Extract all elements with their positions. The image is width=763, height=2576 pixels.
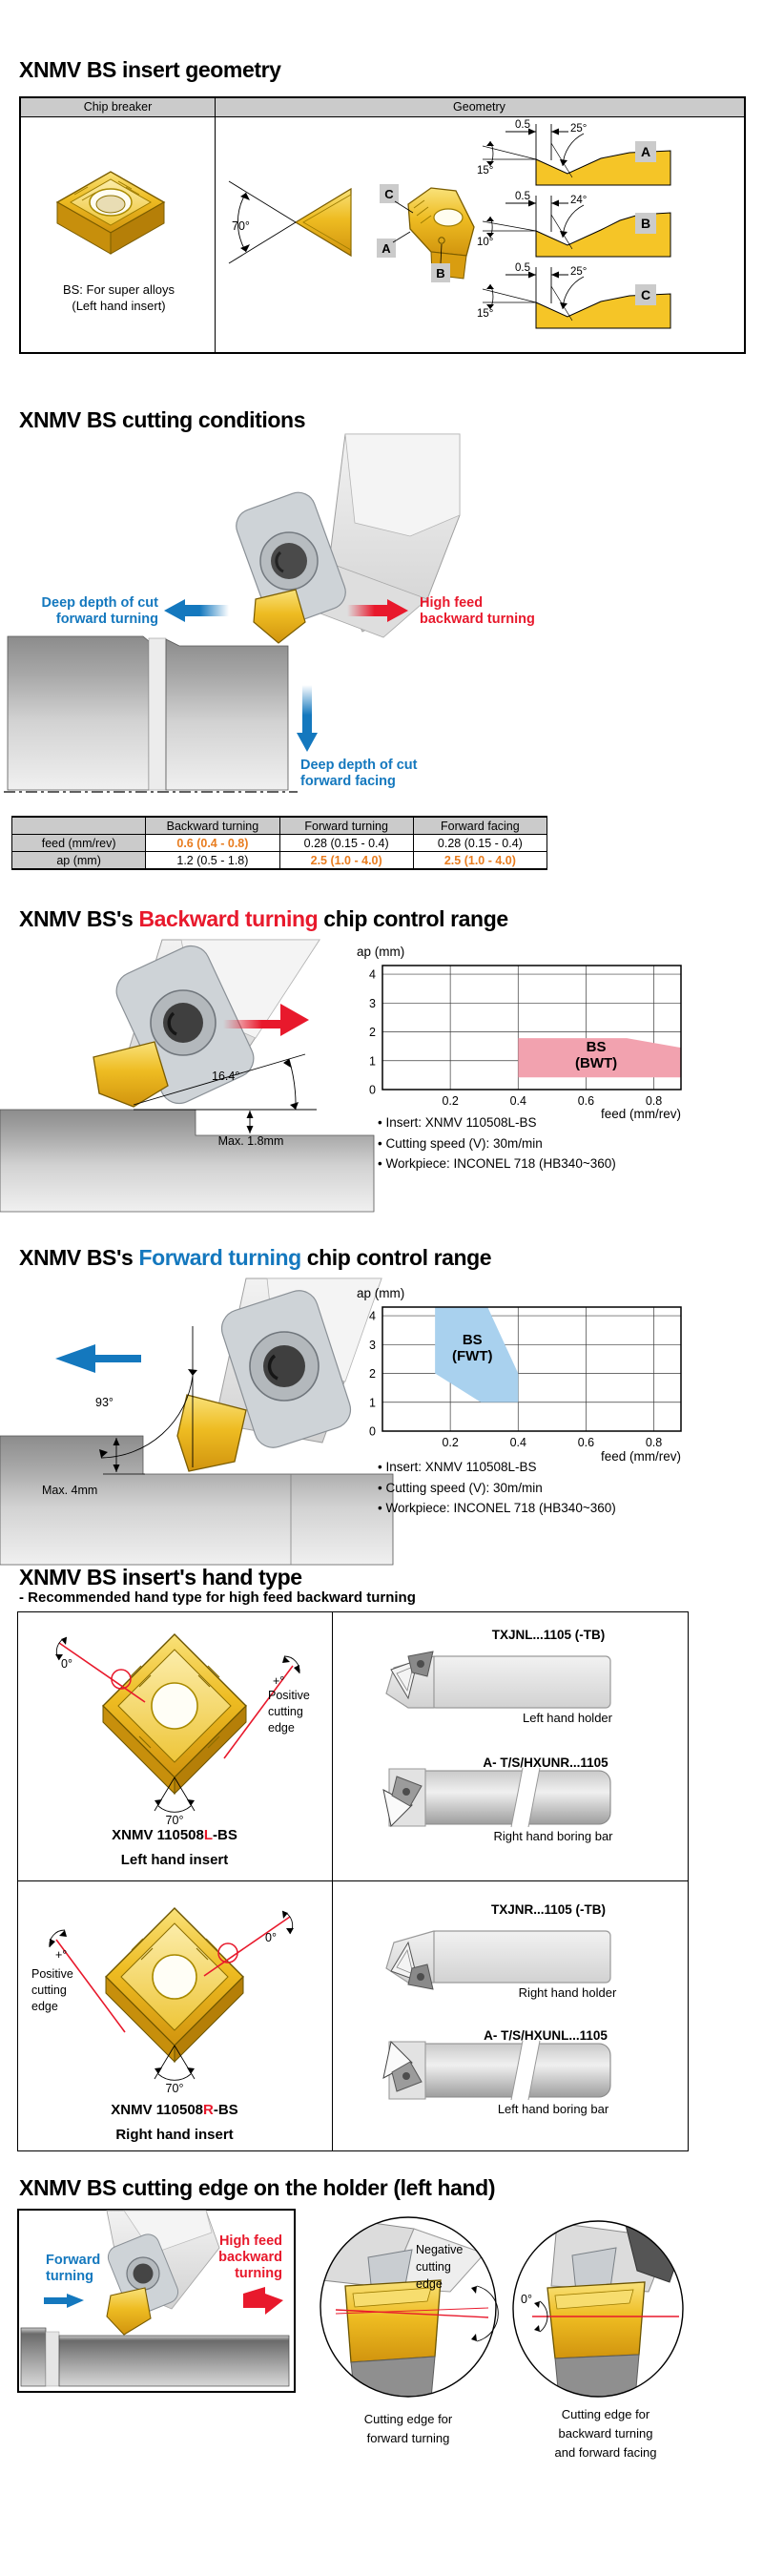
- insert-callout-diagram: [377, 184, 474, 282]
- forward-label-line2: forward turning: [55, 612, 158, 627]
- insert-photo: [38, 143, 186, 267]
- caption-line1: Cutting edge for: [363, 2412, 453, 2426]
- bar-code-row2: A- T/S/HXUNL...1105: [484, 2028, 608, 2043]
- chart0-xlabel: feed (mm/rev): [600, 1107, 681, 1121]
- tip-angle-label: 70°: [165, 1814, 184, 1827]
- badge-c: C: [384, 187, 394, 201]
- svg-text:0: 0: [369, 1083, 376, 1097]
- positive-edge-1: Positive: [31, 1967, 73, 1981]
- forward-turning-label: [23, 595, 158, 628]
- code-hand: R: [203, 2102, 214, 2118]
- zero-angle-label: 0°: [265, 1931, 277, 1944]
- caption-line2: forward turning: [366, 2431, 450, 2445]
- holder-caption-row2: Right hand holder: [518, 1985, 617, 2000]
- ap-facing: 2.5 (1.0 - 4.0): [413, 852, 546, 870]
- line2: backward: [218, 2250, 282, 2265]
- sec6-title: XNMV BS cutting edge on the holder (left hand): [19, 2175, 496, 2200]
- svg-text:0.6: 0.6: [577, 1094, 595, 1108]
- bar-caption-row1: Right hand boring bar: [493, 1829, 613, 1843]
- holder-caption-row1: Left hand holder: [523, 1711, 612, 1725]
- badge-b: B: [436, 266, 445, 280]
- max-depth-label: Max. 4mm: [42, 1484, 98, 1497]
- right-hand-holder-drawing: [372, 1918, 625, 2113]
- feed-label: feed (mm/rev): [12, 835, 146, 852]
- sec3-title-pre: XNMV BS's: [19, 906, 139, 931]
- box-forward-label: [46, 2253, 100, 2285]
- max-depth-label: Max. 1.8mm: [217, 1134, 284, 1148]
- note-speed: • Cutting speed (V): 30m/min: [378, 1478, 616, 1499]
- svg-text:0.6: 0.6: [577, 1436, 595, 1449]
- backward-edge-caption: [520, 2405, 691, 2462]
- svg-text:3: 3: [369, 1338, 376, 1352]
- line1: High feed: [218, 2233, 282, 2249]
- sec4-title-pre: XNMV BS's: [19, 1245, 139, 1270]
- left-insert-code: [65, 1827, 284, 1843]
- plus-angle-label: +°: [273, 1674, 285, 1688]
- chart0-ylabel: ap (mm): [357, 945, 405, 959]
- angle-93-label: 93°: [95, 1396, 113, 1409]
- holder-code-row2: TXJNR...1105 (-TB): [490, 1902, 607, 1917]
- detail-a-dim: 0.5: [515, 119, 530, 131]
- code-pre: XNMV 110508: [112, 1827, 204, 1843]
- note-insert: • Insert: XNMV 110508L-BS: [378, 1457, 616, 1478]
- feed-row: [12, 835, 547, 852]
- backward-turning-label: [420, 595, 535, 628]
- negative-edge-3: edge: [416, 2277, 443, 2291]
- sec4-title-accent: Forward turning: [138, 1245, 301, 1270]
- forward-edge-caption: [322, 2410, 494, 2448]
- detail-b-right-angle: 24°: [570, 195, 588, 206]
- ap-forward: 2.5 (1.0 - 4.0): [279, 852, 413, 870]
- detail-a-badge: A: [640, 144, 651, 159]
- left-hand-boring-bar-drawing: [383, 2041, 610, 2100]
- code-post: -BS: [213, 2102, 238, 2118]
- forward-facing-label: [300, 758, 417, 790]
- detail-c-left-angle: 15°: [477, 308, 494, 320]
- badge-a: A: [382, 241, 391, 256]
- forward-arrow: [164, 599, 229, 622]
- positive-edge-3: edge: [31, 2000, 58, 2013]
- detail-a-left-angle: 15°: [477, 165, 494, 177]
- detail-c-badge: C: [640, 287, 651, 302]
- negative-edge-1: Negative: [416, 2243, 464, 2256]
- tip-angle-label: 70°: [165, 2082, 184, 2095]
- backward-label-line2: backward turning: [420, 612, 535, 627]
- forward-edge-closeup: [320, 2217, 498, 2399]
- sec3-title-accent: Backward turning: [138, 906, 319, 931]
- holder-code-row1: TXJNL...1105 (-TB): [491, 1628, 606, 1642]
- svg-text:0.4: 0.4: [509, 1436, 526, 1449]
- right-hand-insert-diagram: [29, 1899, 334, 2113]
- chart0-notes: [378, 1112, 616, 1174]
- left-hand-holder-drawing: [372, 1646, 625, 1837]
- svg-text:(BWT): (BWT): [575, 1055, 618, 1072]
- cutting-conditions-table: [11, 816, 547, 870]
- header-forward: Forward turning: [279, 817, 413, 835]
- svg-text:0.8: 0.8: [645, 1094, 663, 1108]
- detail-a-right-angle: 25°: [570, 123, 588, 135]
- hand-type-row-divider: [18, 1880, 688, 1881]
- svg-text:4: 4: [369, 967, 376, 982]
- facing-label-line2: forward facing: [300, 774, 396, 789]
- negative-edge-2: cutting: [416, 2260, 451, 2274]
- sec2-title: XNMV BS cutting conditions: [19, 407, 306, 432]
- sec3-title-post: chip control range: [318, 906, 508, 931]
- right-hand-boring-bar-drawing: [383, 1768, 610, 1827]
- svg-text:0.8: 0.8: [645, 1436, 663, 1449]
- header-facing: Forward facing: [413, 817, 546, 835]
- detail-view-c: [477, 262, 670, 328]
- header-blank: [12, 817, 146, 835]
- svg-text:0.2: 0.2: [442, 1094, 459, 1108]
- corner-angle-label: 70°: [232, 219, 250, 233]
- note-workpiece: • Workpiece: INCONEL 718 (HB340~360): [378, 1153, 616, 1174]
- sec1-col-geometry: Geometry: [453, 100, 505, 114]
- caption-line1: Cutting edge for: [561, 2407, 650, 2421]
- svg-text:1: 1: [369, 1054, 376, 1069]
- geometry-drawings: [215, 114, 742, 348]
- ap-row: [12, 852, 547, 870]
- tool-holder: [177, 1278, 382, 1471]
- svg-text:(FWT): (FWT): [452, 1347, 493, 1364]
- zero-degree-label: 0°: [521, 2293, 532, 2306]
- box-backward-label: [212, 2233, 282, 2282]
- code-pre: XNMV 110508: [111, 2102, 204, 2118]
- detail-view-a: [477, 119, 670, 185]
- cutting-edge-illustrations: [10, 2206, 753, 2411]
- workpiece: [0, 1110, 374, 1212]
- facing-arrow: [297, 685, 318, 752]
- forward-arrow: [44, 2294, 84, 2308]
- svg-text:4: 4: [369, 1309, 376, 1323]
- forward-label-line1: Deep depth of cut: [41, 595, 158, 611]
- detail-c-right-angle: 25°: [570, 266, 588, 278]
- depth-annotation: [218, 1111, 284, 1148]
- plus-angle-label: +°: [55, 1948, 68, 1962]
- bar-caption-row2: Left hand boring bar: [497, 2102, 609, 2116]
- svg-text:3: 3: [369, 996, 376, 1010]
- detail-c-dim: 0.5: [515, 262, 530, 274]
- sec4-title: [19, 1245, 491, 1271]
- forward-direction-arrow: [55, 1344, 141, 1373]
- feed-backward: 0.6 (0.4 - 0.8): [146, 835, 279, 852]
- svg-text:BS: BS: [586, 1039, 607, 1056]
- caption-line2: backward turning: [558, 2426, 653, 2441]
- backward-label-line1: High feed: [420, 595, 484, 611]
- feed-forward: 0.28 (0.15 - 0.4): [279, 835, 413, 852]
- left-hand-insert-diagram: [29, 1622, 334, 1837]
- left-insert-caption: Left hand insert: [120, 1852, 229, 1868]
- backward-turning-illustration: [0, 935, 380, 1221]
- header-backward: Backward turning: [146, 817, 279, 835]
- note-workpiece: • Workpiece: INCONEL 718 (HB340~360): [378, 1498, 616, 1519]
- sec1-col-chipbreaker: Chip breaker: [83, 100, 153, 114]
- line2: turning: [46, 2269, 93, 2284]
- detail-b-badge: B: [640, 216, 651, 231]
- chart1-ylabel: ap (mm): [357, 1286, 405, 1300]
- code-post: -BS: [213, 1827, 237, 1843]
- sec5-subtitle: - Recommended hand type for high feed backward turning: [19, 1589, 416, 1606]
- detail-b-left-angle: 10°: [477, 237, 494, 248]
- svg-text:0.4: 0.4: [509, 1094, 526, 1108]
- positive-edge-1: Positive: [268, 1689, 310, 1702]
- svg-text:0.2: 0.2: [442, 1436, 459, 1449]
- sec1-insert-caption2: (Left hand insert): [72, 299, 166, 313]
- sec4-title-post: chip control range: [300, 1245, 492, 1270]
- sec1-insert-caption1: BS: For super alloys: [62, 282, 175, 297]
- ap-backward: 1.2 (0.5 - 1.8): [146, 852, 279, 870]
- sec3-title: [19, 906, 508, 932]
- right-insert-caption: Right hand insert: [115, 2127, 234, 2143]
- line1: Forward: [46, 2253, 101, 2268]
- angle-16-label: 16.4°: [212, 1070, 240, 1083]
- sec1-title: XNMV BS insert geometry: [19, 57, 281, 82]
- code-hand: L: [203, 1827, 214, 1843]
- detail-b-dim: 0.5: [515, 191, 530, 202]
- bar-code-row1: A- T/S/HXUNR...1105: [483, 1755, 608, 1770]
- forward-turning-illustration: [0, 1275, 396, 1570]
- forward-chip-control-chart: [364, 1284, 694, 1448]
- positive-edge-2: cutting: [268, 1705, 303, 1718]
- chart1-xlabel: feed (mm/rev): [600, 1449, 681, 1464]
- table-header-row: [12, 817, 547, 835]
- detail-view-b: [477, 191, 670, 257]
- svg-text:1: 1: [369, 1396, 376, 1410]
- right-insert-code: [65, 2102, 284, 2118]
- backward-edge-closeup: [513, 2221, 683, 2399]
- caption-line3: and forward facing: [554, 2445, 657, 2460]
- ap-label: ap (mm): [12, 852, 146, 870]
- zero-angle-label: 0°: [61, 1657, 72, 1671]
- positive-edge-3: edge: [268, 1721, 295, 1735]
- workpiece: [4, 636, 298, 792]
- corner-angle-diagram: [229, 181, 351, 263]
- svg-text:BS: BS: [462, 1331, 483, 1348]
- feed-facing: 0.28 (0.15 - 0.4): [413, 835, 546, 852]
- svg-text:0: 0: [369, 1424, 376, 1439]
- svg-text:2: 2: [369, 1367, 376, 1381]
- note-speed: • Cutting speed (V): 30m/min: [378, 1133, 616, 1154]
- backward-chip-control-chart: [364, 943, 694, 1107]
- line3: turning: [235, 2266, 282, 2281]
- positive-edge-2: cutting: [31, 1984, 67, 1997]
- note-insert: • Insert: XNMV 110508L-BS: [378, 1112, 616, 1133]
- sec5-title: XNMV BS insert's hand type: [19, 1565, 302, 1589]
- svg-text:2: 2: [369, 1026, 376, 1040]
- facing-label-line1: Deep depth of cut: [300, 758, 418, 773]
- chart1-notes: [378, 1457, 616, 1519]
